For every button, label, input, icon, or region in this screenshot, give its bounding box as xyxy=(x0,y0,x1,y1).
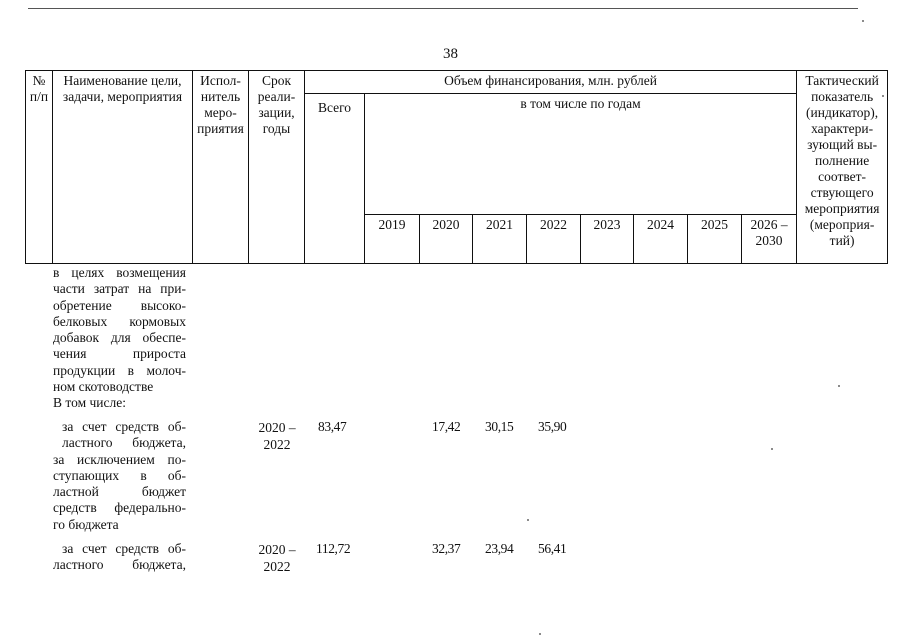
scan-speck xyxy=(862,20,864,22)
row-2-2022: 56,41 xyxy=(538,541,567,556)
text-line: части затрат на при- xyxy=(53,281,186,297)
row-2-2020: 32,37 xyxy=(432,541,461,556)
text-line: го бюджета xyxy=(53,516,119,532)
col-term-header: Срок реали-зации, годы xyxy=(249,71,305,264)
top-rule xyxy=(28,8,858,9)
term-end: 2022 xyxy=(263,559,291,574)
term-start: 2020 – xyxy=(258,420,296,435)
row-1-term xyxy=(252,419,302,453)
text-line: ластной бюджет xyxy=(53,484,186,500)
row-1-2021: 30,15 xyxy=(485,419,514,434)
row-1-description-cont xyxy=(53,452,186,533)
year-header: 2023 xyxy=(581,215,634,264)
year-header: 2025 xyxy=(688,215,742,264)
text-line: за счет средств об- xyxy=(62,419,186,434)
text-line: ном скотоводстве xyxy=(53,379,154,395)
row-1-total: 83,47 xyxy=(318,419,347,434)
year-header: 2026 – 2030 xyxy=(742,215,797,264)
scan-speck xyxy=(539,633,541,635)
scan-speck xyxy=(838,385,840,387)
scan-speck xyxy=(882,95,884,97)
text-line: средств федерально- xyxy=(53,500,186,516)
row-2-description-cont xyxy=(53,557,186,573)
col-name-header: Наименование цели, задачи, мероприятия xyxy=(53,71,193,264)
text-line: за счет средств об- xyxy=(62,541,186,556)
text-line: ластного бюджета, xyxy=(53,557,186,573)
text-line: чения прироста xyxy=(53,346,186,362)
col-executor-header: Испол-нитель меро-приятия xyxy=(193,71,249,264)
row-1-2020: 17,42 xyxy=(432,419,461,434)
year-header: 2021 xyxy=(473,215,527,264)
text-line: продукции в молоч- xyxy=(53,362,186,378)
row-1-description xyxy=(62,419,186,452)
intro-text xyxy=(53,265,186,412)
year-header: 2022 xyxy=(527,215,581,264)
year-header: 2019 xyxy=(365,215,420,264)
row-2-term xyxy=(252,541,302,575)
col-indicator-header: Тактический показатель (индикатор), характери-зующий вы-полнение соответ-ствующего мероприятия (мероприя-тий) xyxy=(797,71,888,264)
term-start: 2020 – xyxy=(258,542,296,557)
col-number-header: № п/п xyxy=(26,71,53,264)
text-line: белковых кормовых xyxy=(53,313,186,329)
text-line: ластного бюджета, xyxy=(62,435,186,451)
row-1-2022: 35,90 xyxy=(538,419,567,434)
page-number: 38 xyxy=(443,46,458,62)
text-line: обретение высоко- xyxy=(53,297,186,313)
text-line: добавок для обеспе- xyxy=(53,330,186,346)
text-line: ступающих в об- xyxy=(53,467,186,483)
text-line: за исключением по- xyxy=(53,451,186,467)
scan-speck xyxy=(527,519,529,521)
term-end: 2022 xyxy=(263,437,291,452)
row-2-description xyxy=(62,541,186,557)
year-header: 2020 xyxy=(420,215,473,264)
including-label: В том числе: xyxy=(53,395,126,411)
col-total-header: Всего xyxy=(305,94,365,264)
col-funding-header: Объем финансирования, млн. рублей xyxy=(305,71,797,94)
row-2-total: 112,72 xyxy=(316,541,351,556)
col-by-years-header: в том числе по годам xyxy=(365,94,797,215)
row-2-2021: 23,94 xyxy=(485,541,514,556)
scan-speck xyxy=(771,448,773,450)
year-header: 2024 xyxy=(634,215,688,264)
table-header xyxy=(25,70,888,264)
text-line: в целях возмещения xyxy=(53,265,186,280)
